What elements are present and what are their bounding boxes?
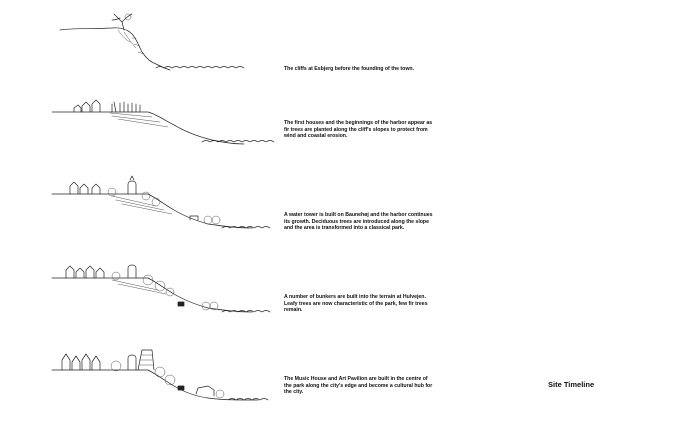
cliff-sketch-icon [52,8,272,78]
stage-5-caption: The Music House and Art Pavilion are built in the centre of the park along the city's edge and become a cultural hub for the city. [284,376,433,396]
music-house-sketch-icon [52,340,272,410]
page-title: Site Timeline [548,380,595,389]
water-tower-sketch-icon [52,174,272,244]
stage-5-sketch [52,340,272,410]
first-houses-sketch-icon [52,92,272,162]
stage-3-caption: A water tower is built on Baunehøj and the harbor continues its growth. Deciduous trees are introduced along the slope and the area is transformed into a classical park. [284,212,433,232]
stage-2-caption: The first houses and the beginnings of the harbor appear as fir trees are planted along the cliff's slopes to protect from wind and coastal erosion. [284,120,433,140]
stage-1-sketch [52,8,272,78]
stage-3-sketch [52,174,272,244]
bunkers-sketch-icon [52,258,272,328]
stage-1-caption: The cliffs at Esbjerg before the founding of the town. [284,66,414,72]
stage-2-sketch [52,92,272,162]
stage-4-caption: A number of bunkers are built into the terrain at Hulvejen. Leafy trees are now characteristic of the park, few fir trees remain. [284,294,428,314]
stage-4-sketch [52,258,272,328]
